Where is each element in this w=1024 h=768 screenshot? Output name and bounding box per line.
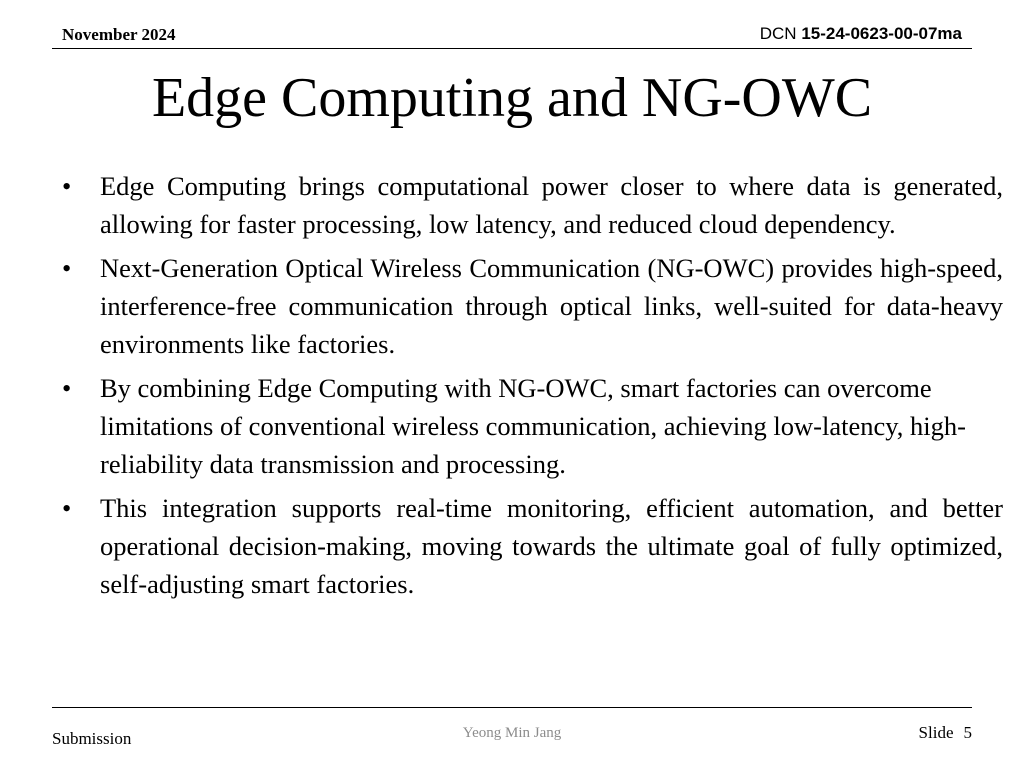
bullet-list [62,167,1012,609]
bullet-text: Edge Computing brings computational power closer to where data is generated, allowing for faster processing, low latency, and reduced cloud dependency. [100,171,1003,239]
bullet-dot-icon: • [62,171,72,201]
bullet-item [62,369,1012,483]
bullet-item [62,489,1003,603]
bullet-dot-icon: • [62,373,72,403]
slide-label: Slide [918,723,954,742]
footer-submission: Submission [52,729,132,748]
header-date: November 2024 [62,25,176,44]
dcn-prefix: DCN [759,24,797,43]
bullet-item [62,167,1003,243]
header-divider [52,48,972,49]
bullet-text: By combining Edge Computing with NG-OWC, smart factories can overcome limitations of conventional wireless communication, achieving low-latency, high-reliability data transmission and processing. [100,373,966,479]
footer-divider [52,707,972,708]
slide-title: Edge Computing and NG-OWC [151,67,873,129]
bullet-item [62,249,1003,363]
bullet-dot-icon: • [62,253,72,283]
bullet-text: Next-Generation Optical Wireless Communication (NG-OWC) provides high-speed, interference-free communication through optical links, well-suited for data-heavy environments like factories. [100,253,1003,359]
footer-author: Yeong Min Jang [462,725,562,741]
slide-number: 5 [963,723,972,742]
bullet-text: This integration supports real-time monitoring, efficient automation, and better operational decision-making, moving towards the ultimate goal of fully optimized, self-adjusting smart factories. [100,493,1003,599]
slide-number-label [919,723,972,743]
bullet-dot-icon: • [62,493,72,523]
document-control-number [760,23,962,45]
dcn-number: 15-24-0623-00-07ma [801,24,962,43]
